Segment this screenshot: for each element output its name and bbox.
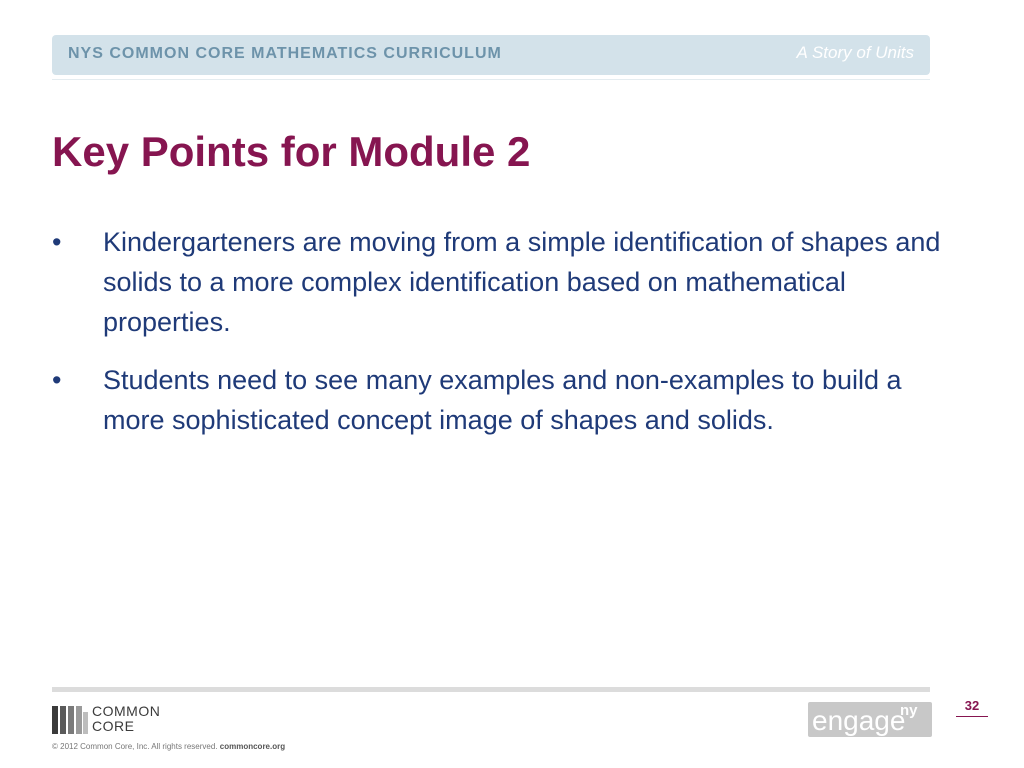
website-link[interactable]: commoncore.org	[219, 742, 286, 751]
story-label: A Story of Units	[796, 43, 914, 62]
engage-wordmark: engage	[812, 705, 906, 736]
copyright-text: © 2012 Common Core, Inc. All rights reserved.	[52, 742, 218, 751]
bullet-text: Kindergarteners are moving from a simple identification of shapes and solids to a more complex identification based on mathematical properties.	[103, 227, 941, 337]
logo-line-2: CORE	[92, 718, 135, 734]
curriculum-label: NYS COMMON CORE MATHEMATICS CURRICULUM	[68, 45, 502, 62]
bullet-item	[52, 360, 952, 440]
bullet-list	[52, 222, 952, 458]
page-number: 32	[956, 698, 988, 717]
copyright-notice	[52, 742, 285, 751]
bullet-item	[52, 222, 952, 342]
header-divider	[52, 79, 930, 80]
bullet-text: Students need to see many examples and non-examples to build a more sophisticated concept image of shapes and solids.	[103, 365, 902, 435]
engage-superscript: ny	[900, 702, 918, 719]
common-core-bars-icon	[52, 706, 88, 734]
engageny-logo	[808, 702, 932, 737]
bullet-icon: •	[52, 227, 62, 257]
common-core-wordmark	[92, 704, 160, 734]
bullet-icon: •	[52, 365, 62, 395]
slide-title: Key Points for Module 2	[52, 128, 531, 175]
header-bar	[52, 35, 930, 75]
footer-divider	[52, 687, 930, 692]
common-core-logo	[52, 704, 192, 738]
logo-line-1: COMMON	[92, 703, 161, 719]
